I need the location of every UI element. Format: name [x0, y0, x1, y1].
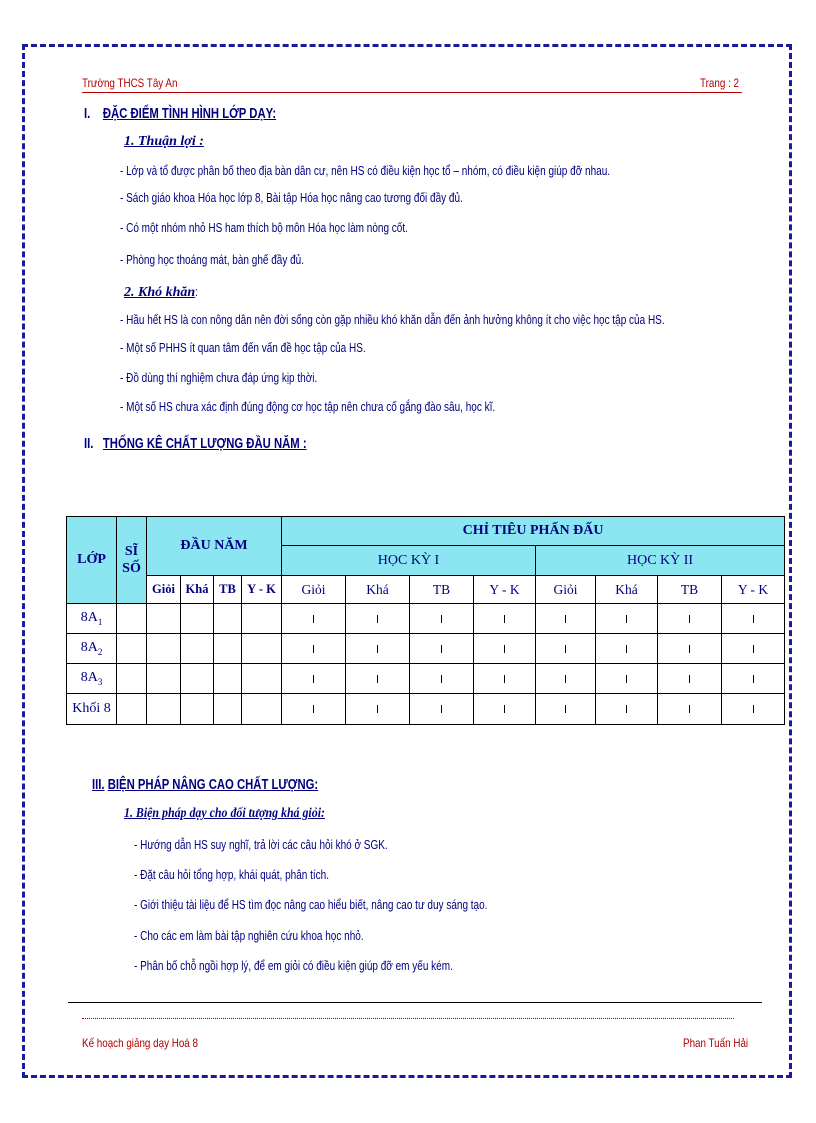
- grade-header-cell: Khá: [596, 576, 658, 604]
- row-label-base: 8A: [80, 640, 98, 656]
- table-body: [67, 604, 785, 725]
- advantage-item: - Sách giáo khoa Hóa học lớp 8, Bài tập Hóa học nâng cao tương đối đầy đủ.: [120, 191, 463, 205]
- section-1-title: [84, 106, 276, 122]
- cell-tick-mark: [377, 675, 378, 683]
- data-cell: [346, 634, 410, 664]
- data-cell: [410, 604, 474, 634]
- cell-tick-mark: [565, 705, 566, 713]
- cell-tick-mark: [565, 675, 566, 683]
- data-cell: [658, 664, 722, 694]
- cell-tick-mark: [313, 705, 314, 713]
- data-cell: [214, 694, 242, 725]
- data-cell: [117, 634, 147, 664]
- difficulty-item: - Hầu hết HS là con nông dân nên đời sống còn gặp nhiều khó khăn dẫn đến ảnh hưởng không ít cho việc học tập của HS.: [120, 313, 665, 327]
- data-cell: [346, 664, 410, 694]
- data-cell: [536, 694, 596, 725]
- data-cell: [474, 604, 536, 634]
- cell-tick-mark: [313, 615, 314, 623]
- header-rule: [82, 92, 742, 93]
- cell-tick-mark: [504, 675, 505, 683]
- data-cell: [410, 634, 474, 664]
- table-row: [67, 604, 785, 634]
- row-label-base: 8A: [80, 670, 98, 686]
- data-cell: [410, 664, 474, 694]
- data-cell: [147, 664, 181, 694]
- col-header-daunam: ĐẦU NĂM: [147, 517, 282, 576]
- cell-tick-mark: [753, 675, 754, 683]
- data-cell: [242, 604, 282, 634]
- row-label: [67, 664, 117, 694]
- row-label: [67, 634, 117, 664]
- data-cell: [346, 694, 410, 725]
- row-label-base: 8A: [80, 610, 98, 626]
- data-cell: [282, 634, 346, 664]
- data-cell: [658, 694, 722, 725]
- data-cell: [596, 634, 658, 664]
- data-cell: [117, 694, 147, 725]
- data-cell: [536, 664, 596, 694]
- advantage-item: - Có một nhóm nhỏ HS ham thích bộ môn Hóa học làm nòng cốt.: [120, 221, 408, 235]
- data-cell: [658, 634, 722, 664]
- grade-header-cell: TB: [410, 576, 474, 604]
- cell-tick-mark: [753, 705, 754, 713]
- data-cell: [282, 664, 346, 694]
- footer-rule-solid: [68, 1002, 762, 1003]
- table-row: [67, 694, 785, 725]
- col-header-hk1: HỌC KỲ I: [282, 546, 536, 576]
- subsection-advantages: 1. Thuận lợi :: [124, 134, 204, 149]
- col-header-siso: SĨ SỐ: [117, 517, 147, 604]
- header-page-number: Trang : 2: [700, 76, 740, 90]
- grade-header-cell: Y - K: [242, 576, 282, 604]
- row-label-subscript: 2: [97, 646, 103, 657]
- cell-tick-mark: [689, 705, 690, 713]
- gifted-method-item: - Cho các em làm bài tập nghiên cứu khoa học nhỏ.: [134, 929, 364, 943]
- grade-header-cell: TB: [658, 576, 722, 604]
- data-cell: [722, 694, 785, 725]
- grade-header-cell: Giỏi: [536, 576, 596, 604]
- data-cell: [282, 604, 346, 634]
- section-2-heading: THỐNG KÊ CHẤT LƯỢNG ĐẦU NĂM :: [102, 436, 307, 452]
- data-cell: [596, 694, 658, 725]
- cell-tick-mark: [441, 705, 442, 713]
- section-2-number: II.: [84, 436, 94, 452]
- data-cell: [722, 634, 785, 664]
- cell-tick-mark: [626, 675, 627, 683]
- subsection-difficulties: [124, 283, 199, 301]
- cell-tick-mark: [753, 615, 754, 623]
- col-header-chitieu: CHỈ TIÊU PHẤN ĐẤU: [282, 517, 785, 546]
- gifted-method-item: - Hướng dẫn HS suy nghĩ, trả lời các câu hỏi khó ở SGK.: [134, 838, 388, 852]
- data-cell: [147, 634, 181, 664]
- data-cell: [536, 634, 596, 664]
- grade-header-row: [67, 576, 785, 604]
- data-cell: [282, 694, 346, 725]
- footer-rule-dotted: [82, 1018, 734, 1019]
- grade-header-cell: Giỏi: [147, 576, 181, 604]
- col-header-hk2: HỌC KỲ II: [536, 546, 785, 576]
- data-cell: [214, 664, 242, 694]
- data-cell: [474, 634, 536, 664]
- section-3-heading: BIỆN PHÁP NÂNG CAO CHẤT LƯỢNG:: [107, 777, 319, 793]
- section-1-heading: ĐẶC ĐIỂM TÌNH HÌNH LỚP DẠY:: [102, 106, 277, 122]
- cell-tick-mark: [313, 675, 314, 683]
- gifted-method-item: - Đặt câu hỏi tổng hợp, khái quát, phân tích.: [134, 868, 330, 882]
- cell-tick-mark: [441, 675, 442, 683]
- grade-header-cell: Giỏi: [282, 576, 346, 604]
- cell-tick-mark: [689, 675, 690, 683]
- cell-tick-mark: [441, 615, 442, 623]
- header-school: Trường THCS Tây An: [82, 76, 178, 90]
- row-label-subscript: 1: [97, 616, 103, 627]
- cell-tick-mark: [377, 705, 378, 713]
- footer-right-text: Phan Tuấn Hải: [683, 1036, 749, 1050]
- row-label: [67, 604, 117, 634]
- difficulty-item: - Đồ dùng thí nghiệm chưa đáp ứng kịp thời.: [120, 371, 318, 385]
- data-cell: [722, 664, 785, 694]
- section-3-title: [92, 777, 318, 793]
- data-cell: [596, 604, 658, 634]
- cell-tick-mark: [626, 615, 627, 623]
- cell-tick-mark: [504, 705, 505, 713]
- data-cell: [242, 664, 282, 694]
- section-2-title: [84, 436, 307, 452]
- advantage-item: - Phòng học thoáng mát, bàn ghế đầy đủ.: [120, 253, 305, 267]
- table-row: [67, 634, 785, 664]
- gifted-method-item: - Giới thiệu tài liệu để HS tìm đọc nâng cao hiểu biết, nâng cao tư duy sáng tạo.: [134, 898, 488, 912]
- data-cell: [596, 664, 658, 694]
- data-cell: [181, 694, 214, 725]
- cell-tick-mark: [377, 645, 378, 653]
- data-cell: [147, 604, 181, 634]
- cell-tick-mark: [565, 645, 566, 653]
- data-cell: [346, 604, 410, 634]
- advantage-item: - Lớp và tổ được phân bố theo địa bàn dân cư, nên HS có điều kiện học tổ – nhóm, có điều kiện giúp đỡ nhau.: [120, 164, 611, 178]
- cell-tick-mark: [377, 615, 378, 623]
- data-cell: [181, 604, 214, 634]
- data-cell: [117, 604, 147, 634]
- grade-header-cell: Khá: [181, 576, 214, 604]
- footer-left-text: Kế hoạch giảng dạy Hoá 8: [82, 1036, 198, 1050]
- data-cell: [722, 604, 785, 634]
- cell-tick-mark: [753, 645, 754, 653]
- data-cell: [658, 604, 722, 634]
- data-cell: [536, 604, 596, 634]
- data-cell: [181, 664, 214, 694]
- cell-tick-mark: [565, 615, 566, 623]
- data-cell: [214, 634, 242, 664]
- gifted-method-item: - Phân bố chỗ ngồi hợp lý, để em giỏi có điều kiện giúp đỡ em yếu kém.: [134, 959, 453, 973]
- data-cell: [117, 664, 147, 694]
- table-row: [67, 664, 785, 694]
- data-cell: [181, 634, 214, 664]
- grade-header-cell: TB: [214, 576, 242, 604]
- cell-tick-mark: [626, 705, 627, 713]
- row-label-subscript: 3: [97, 676, 103, 687]
- cell-tick-mark: [626, 645, 627, 653]
- quality-statistics-table: [66, 516, 785, 725]
- grade-header-cell: Y - K: [474, 576, 536, 604]
- difficulties-colon: :: [195, 285, 198, 299]
- data-cell: [147, 694, 181, 725]
- cell-tick-mark: [689, 615, 690, 623]
- data-cell: [410, 694, 474, 725]
- section-3-number: III.: [92, 777, 105, 793]
- cell-tick-mark: [504, 645, 505, 653]
- data-cell: [242, 634, 282, 664]
- grade-header-cell: Khá: [346, 576, 410, 604]
- difficulty-item: - Một số HS chưa xác định đúng động cơ học tập nên chưa cố gắng đào sâu, học kĩ.: [120, 400, 496, 414]
- row-label: Khối 8: [67, 694, 117, 725]
- grade-header-cell: Y - K: [722, 576, 785, 604]
- cell-tick-mark: [504, 615, 505, 623]
- col-header-lop: LỚP: [67, 517, 117, 604]
- difficulties-label: 2. Khó khăn: [124, 285, 196, 300]
- data-cell: [474, 664, 536, 694]
- data-cell: [242, 694, 282, 725]
- difficulty-item: - Một số PHHS ít quan tâm đến vấn đề học tập của HS.: [120, 341, 366, 355]
- data-cell: [214, 604, 242, 634]
- cell-tick-mark: [689, 645, 690, 653]
- data-cell: [474, 694, 536, 725]
- subsection-gifted-methods: 1. Biện pháp dạy cho đối tượng khá giỏi:: [124, 806, 325, 821]
- section-1-number: I.: [84, 106, 91, 122]
- cell-tick-mark: [441, 645, 442, 653]
- cell-tick-mark: [313, 645, 314, 653]
